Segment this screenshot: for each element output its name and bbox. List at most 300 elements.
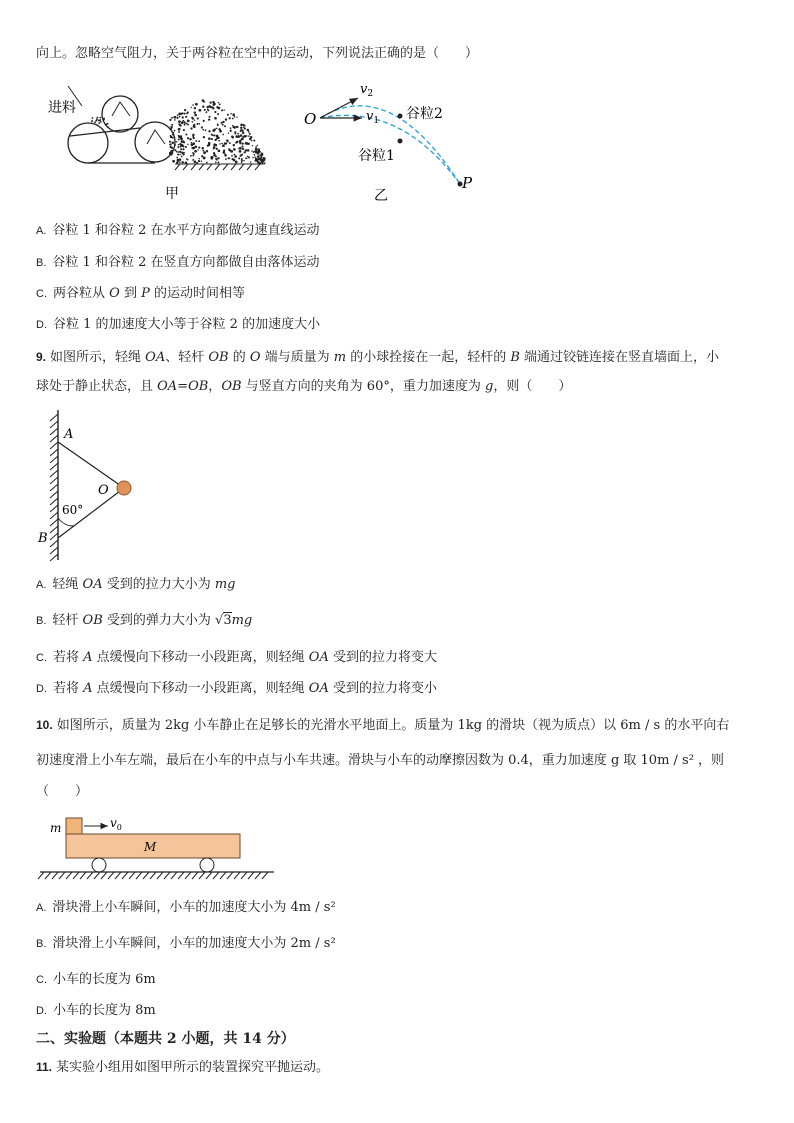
hatch-line: [50, 547, 58, 554]
ground-hatch: [175, 164, 265, 170]
grain-dot: [170, 136, 173, 139]
grain-dot: [107, 126, 109, 128]
grain-dot: [242, 138, 244, 140]
grain-dot: [254, 154, 256, 156]
hatch-line: [213, 872, 219, 879]
hatch-line: [52, 872, 58, 879]
grain-dot: [204, 109, 206, 111]
grain-dot: [99, 120, 101, 122]
grain-dot: [194, 111, 196, 113]
grain-dot: [257, 150, 260, 153]
grain-dot: [230, 130, 232, 132]
rope-oa: [58, 442, 124, 488]
grain-dot: [199, 123, 200, 124]
hatch-line: [50, 435, 58, 442]
grain-dot: [217, 113, 219, 115]
grain-dot: [249, 133, 251, 135]
grain-dot: [176, 157, 178, 159]
grain-dot: [173, 116, 176, 119]
grain-dot: [239, 150, 242, 153]
grain-dot: [238, 157, 240, 159]
grain-dot: [216, 144, 218, 146]
grain-dot: [203, 151, 206, 154]
grain-dot: [247, 129, 250, 132]
grain-dot: [261, 154, 262, 155]
q8-option-c[interactable]: C. 两谷粒从 O 到 P 的运动时间相等: [36, 286, 245, 301]
grain-dot: [178, 120, 181, 123]
grain-dot: [231, 155, 233, 157]
grain-dot: [205, 129, 207, 131]
grain-dot: [242, 143, 244, 145]
grain-dot: [252, 157, 254, 159]
grain-dot: [236, 126, 238, 128]
grain-dot: [176, 117, 178, 119]
grain-dot: [191, 142, 193, 144]
grain-dot: [208, 118, 210, 120]
grain-dot: [202, 150, 204, 152]
grain-dot: [94, 121, 96, 123]
figure-q10: [36, 812, 281, 882]
grain-dot: [178, 128, 181, 131]
grain-dot: [217, 137, 220, 140]
grain-dot: [251, 140, 253, 142]
grain-dot: [171, 117, 173, 119]
grain-dot: [240, 127, 242, 129]
grain-dot: [254, 156, 255, 157]
wheel-right: [200, 858, 214, 872]
grain-dot: [179, 161, 181, 163]
grain-dot: [181, 156, 183, 158]
q8-option-b[interactable]: B. 谷粒 1 和谷粒 2 在竖直方向都做自由落体运动: [36, 255, 320, 270]
q10-option-d[interactable]: D. 小车的长度为 8m: [36, 1003, 156, 1018]
grain-dot: [214, 128, 216, 130]
hatch-line: [101, 872, 107, 879]
grain-dot: [201, 126, 203, 128]
grain-dot: [190, 139, 191, 140]
grain-dot: [177, 151, 179, 153]
grain-dot: [192, 142, 195, 145]
label-grain1: 谷粒1: [358, 148, 395, 164]
grain-dot: [91, 120, 93, 122]
grain-dot: [182, 112, 184, 114]
grain-dot: [242, 148, 244, 150]
grain-dot: [170, 126, 172, 128]
grain-dot: [190, 127, 192, 129]
grain-dot: [250, 136, 252, 138]
grain-dot: [216, 138, 218, 140]
grain-dot: [227, 157, 229, 159]
grain-dot: [228, 133, 229, 134]
grain-dot: [232, 118, 234, 120]
grain-dot: [253, 152, 255, 154]
label-grain2: 谷粒2: [406, 106, 443, 122]
grain-dot: [170, 150, 173, 153]
hatch-line: [50, 477, 58, 484]
grain-dot: [214, 111, 216, 113]
hatch-line: [248, 872, 254, 879]
grain-dot: [223, 109, 224, 110]
grain-dot: [179, 116, 181, 118]
grain-dot: [169, 119, 171, 121]
grain-dot: [176, 162, 178, 164]
grain-dot: [224, 142, 227, 145]
hatch-line: [241, 872, 247, 879]
q9-option-c[interactable]: C. 若将 A 点缓慢向下移动一小段距离，则轻绳 OA 受到的拉力将变大: [36, 650, 437, 665]
grain-dot: [243, 132, 245, 134]
grain-dot: [250, 161, 251, 162]
grain-dot: [217, 124, 219, 126]
grain-dot: [260, 157, 262, 159]
grain-dot: [257, 155, 260, 158]
grain-dot: [235, 142, 237, 144]
grain-dot: [216, 148, 218, 150]
hatch-line: [50, 491, 58, 498]
grain-dot: [238, 148, 239, 149]
grain-dot: [233, 144, 235, 146]
grain1-point: [398, 139, 403, 144]
grain-dot: [209, 116, 211, 118]
grain-dot: [207, 109, 209, 111]
grain-dot: [171, 124, 173, 126]
grain-dot: [181, 121, 184, 124]
grain-dot: [191, 121, 193, 123]
grain-dot: [233, 154, 235, 156]
ball: [117, 481, 131, 495]
grain-dot: [92, 117, 94, 119]
grain-dot: [217, 161, 219, 163]
grain-dot: [239, 140, 242, 143]
grain-dot: [169, 144, 171, 146]
hatch-line: [50, 505, 58, 512]
hatch-line: [227, 872, 233, 879]
grain-dot: [187, 137, 189, 139]
grain-dot: [248, 131, 250, 133]
grain-dot: [242, 124, 244, 126]
hatch-line: [45, 872, 51, 879]
grain-dot: [180, 135, 182, 137]
grain-dot: [217, 107, 220, 110]
grain-dot: [206, 106, 208, 108]
grain-dot: [171, 147, 173, 149]
hatch-line: [143, 872, 149, 879]
grain-dot: [253, 140, 255, 142]
hatch-line: [220, 872, 226, 879]
label-b: B: [38, 531, 48, 546]
grain-dot: [230, 150, 233, 153]
grain-dot: [177, 153, 179, 155]
grain-dot: [258, 158, 260, 160]
hatch-line: [80, 872, 86, 879]
hatch-line: [50, 421, 58, 428]
grain-dot: [245, 149, 247, 151]
caption-yi: 乙: [374, 188, 388, 204]
grain-dot: [240, 154, 242, 156]
wheel-left: [92, 858, 106, 872]
grain-dot: [197, 117, 199, 119]
grain-dot: [216, 135, 218, 137]
label-v2: $v_2$: [360, 82, 374, 99]
grain-dot: [194, 150, 197, 153]
figure-q9: [36, 410, 146, 565]
grain-dot: [178, 144, 180, 146]
grain-dot: [248, 156, 250, 158]
grain-dot: [206, 162, 208, 164]
hatch-line: [59, 872, 65, 879]
grain-dot: [177, 159, 180, 162]
grain-dot: [210, 157, 213, 160]
grain-dot: [179, 124, 182, 127]
grain-dot: [194, 126, 196, 128]
grain-dot: [174, 149, 176, 151]
grain-dot: [240, 124, 242, 126]
grain-dot: [215, 155, 217, 157]
grain-dot: [240, 130, 242, 132]
grain-dot: [215, 158, 217, 160]
grain-dot: [184, 109, 186, 111]
rollers: [68, 86, 175, 163]
grain-dot: [221, 143, 223, 145]
q8-stem-tail: 向上。忽略空气阻力，关于两谷粒在空中的运动，下列说法正确的是（ ）: [36, 46, 479, 61]
grain-dot: [225, 118, 227, 120]
grain-dot: [247, 156, 249, 158]
grain-dot: [241, 161, 243, 163]
grain-dot: [262, 157, 265, 160]
grain-dot: [195, 103, 198, 106]
q9-option-d[interactable]: D. 若将 A 点缓慢向下移动一小段距离，则轻绳 OA 受到的拉力将变小: [36, 681, 437, 696]
grain-dot: [169, 141, 171, 143]
grain-dot: [173, 132, 175, 134]
grain-dot: [174, 144, 176, 146]
grain-dot: [201, 155, 203, 157]
grain-dot: [216, 128, 218, 130]
grain-dot: [234, 131, 236, 133]
q10-option-c[interactable]: C. 小车的长度为 6m: [36, 972, 156, 987]
hatch-line: [50, 512, 58, 519]
q10-option-a[interactable]: A. 滑块滑上小车瞬间，小车的加速度大小为 4m / s²: [36, 900, 336, 915]
grain-dot: [222, 134, 224, 136]
label-a: A: [64, 427, 74, 442]
grain-dot: [192, 104, 194, 106]
grain-dot: [177, 114, 179, 116]
hatch-line: [255, 872, 261, 879]
label-p: P: [462, 174, 473, 192]
q9-option-a[interactable]: A. 轻绳 OA 受到的拉力大小为 mg: [36, 577, 236, 592]
hatch-line: [50, 470, 58, 477]
caption-jia: 甲: [165, 186, 179, 202]
grain-dot: [256, 158, 258, 160]
hatch-line: [50, 533, 58, 540]
grain-dot: [234, 155, 237, 158]
grain-dot: [224, 125, 226, 127]
grain-dot: [203, 136, 205, 138]
grain-dot: [217, 157, 219, 159]
hatch-line: [87, 872, 93, 879]
hatch-line: [262, 872, 268, 879]
q10-stem-line1: 10. 如图所示，质量为 2kg 小车静止在足够长的光滑水平地面上。质量为 1kg 的滑块（视为质点）以 6m / s 的水平向右: [36, 718, 730, 733]
grain-dot: [107, 123, 109, 125]
grain-dot: [208, 137, 211, 140]
grain-dot: [194, 119, 196, 121]
grain-dot: [206, 111, 208, 113]
feed-label: 进料: [48, 100, 76, 116]
grain-dot: [223, 145, 225, 147]
grain-dot: [95, 120, 97, 122]
angle-arc: [58, 518, 74, 526]
angle-label: 60°: [62, 503, 84, 517]
grain-dot: [192, 136, 194, 138]
grain-dot: [180, 148, 182, 150]
hatch-line: [50, 484, 58, 491]
wall: [50, 410, 58, 561]
grain-dot: [251, 150, 253, 152]
grain-dot: [224, 153, 226, 155]
grain-dot: [232, 126, 234, 128]
hatch-line: [157, 872, 163, 879]
hatch-line: [38, 872, 44, 879]
grain-dot: [185, 134, 187, 136]
grain-dot: [202, 129, 204, 131]
grain-dot: [174, 119, 176, 121]
hatch-line: [185, 872, 191, 879]
grain-dot: [233, 148, 236, 151]
figure-jia: [40, 88, 275, 206]
grain-dot: [183, 148, 185, 150]
grain-dot: [192, 117, 194, 119]
grain-dot: [227, 141, 229, 143]
hatch-line: [50, 428, 58, 435]
grain-dot: [232, 113, 235, 116]
grain-dot: [180, 138, 181, 139]
grain-dot: [179, 143, 181, 145]
hatch-line: [129, 872, 135, 879]
grain-dot: [194, 114, 197, 117]
grain-dot: [246, 135, 248, 137]
hatch-line: [50, 442, 58, 449]
label-v0: $v_0$: [110, 816, 122, 832]
grain-dot: [255, 146, 257, 148]
grain-dot: [222, 124, 224, 126]
grain-dot: [225, 158, 227, 160]
grain-dot: [185, 116, 187, 118]
grain-dot: [172, 142, 175, 145]
grain-dot: [211, 138, 213, 140]
q9-option-b[interactable]: B. 轻杆 OB 受到的弹力大小为 √3mg: [36, 613, 253, 628]
grain-dot: [230, 113, 232, 115]
hatch-line: [50, 540, 58, 547]
grain-dot: [235, 161, 237, 163]
label-o: O: [98, 483, 109, 498]
grain-dot: [246, 157, 248, 159]
grain-dot: [187, 144, 188, 145]
grain-dot: [184, 113, 186, 115]
grain2-point: [398, 114, 403, 119]
grain-dot: [222, 121, 224, 123]
grain-dot: [202, 147, 204, 149]
grain-dot: [197, 149, 198, 150]
grain-dot: [174, 130, 176, 132]
grain-dot: [213, 108, 215, 110]
grain-dot: [192, 155, 194, 157]
grain-dot: [261, 160, 263, 162]
grain-dot: [231, 135, 234, 138]
grain-dot: [100, 117, 102, 119]
hatch-line: [164, 872, 170, 879]
grain-dot: [172, 134, 174, 136]
grain-dot: [218, 128, 221, 131]
grain-dot: [230, 127, 232, 129]
hatch-line: [115, 872, 121, 879]
grain-dot: [103, 119, 105, 121]
grain-dot: [213, 148, 215, 150]
grain-dot: [182, 120, 184, 122]
grain-dot: [178, 112, 181, 115]
grain-dot: [223, 151, 226, 154]
grain-dot: [248, 135, 250, 137]
q8-option-d[interactable]: D. 谷粒 1 的加速度大小等于谷粒 2 的加速度大小: [36, 317, 321, 332]
section-heading-experiments: 二、实验题（本题共 2 小题，共 14 分）: [36, 1031, 295, 1047]
grain-dot: [176, 151, 178, 153]
grain-dot: [229, 117, 231, 119]
hatch-line: [234, 872, 240, 879]
grain-dot: [190, 155, 192, 157]
grain-dot: [191, 147, 193, 149]
grain-dot: [184, 124, 186, 126]
grain-dot: [194, 107, 196, 109]
grain-dot: [198, 147, 200, 149]
grain-dot: [255, 147, 258, 150]
grain-dot: [243, 160, 244, 161]
q10-stem-line2: 初速度滑上小车左端，最后在小车的中点与小车共速。滑块与小车的动摩擦因数为 0.4，重力加速度 g 取 10m / s² ，则: [36, 753, 725, 768]
grain-dot: [219, 143, 220, 144]
grain-dot: [100, 121, 102, 123]
grain-dot: [198, 140, 200, 142]
q10-option-b[interactable]: B. 滑块滑上小车瞬间，小车的加速度大小为 2m / s²: [36, 936, 336, 951]
grain-dot: [193, 153, 195, 155]
grain-dot: [187, 120, 190, 123]
label-o: O: [304, 110, 317, 128]
hatch-line: [50, 456, 58, 463]
grain-dot: [221, 109, 223, 111]
grain-dot: [237, 133, 239, 135]
grain-dot: [264, 162, 265, 163]
grain-dot: [179, 154, 181, 156]
grain-dot: [176, 141, 178, 143]
q10-stem-line3: （ ）: [36, 784, 89, 799]
grain-dot: [209, 101, 211, 103]
slider-block: [66, 818, 82, 834]
label-cart-m: M: [144, 840, 157, 854]
grain-dot: [180, 146, 182, 148]
hatch-line: [171, 872, 177, 879]
grain-dot: [192, 134, 194, 136]
grain-dot: [179, 151, 181, 153]
grain-dot: [241, 130, 243, 132]
grain-dot: [191, 107, 192, 108]
grain-dot: [198, 160, 200, 162]
hatch-line: [50, 554, 58, 561]
q11-stem: 11. 某实验小组用如图甲所示的装置探究平抛运动。: [36, 1060, 330, 1075]
grain-dot: [199, 158, 200, 159]
grain-dot: [257, 153, 259, 155]
grain-dot: [208, 130, 210, 132]
grain-dot: [194, 161, 197, 164]
grain-dot: [203, 120, 205, 122]
grain-dot: [221, 122, 223, 124]
q8-option-a[interactable]: A. 谷粒 1 和谷粒 2 在水平方向都做匀速直线运动: [36, 223, 320, 238]
grain-dot: [245, 142, 248, 145]
grain-dot: [183, 129, 185, 131]
grain-dot: [208, 142, 211, 145]
